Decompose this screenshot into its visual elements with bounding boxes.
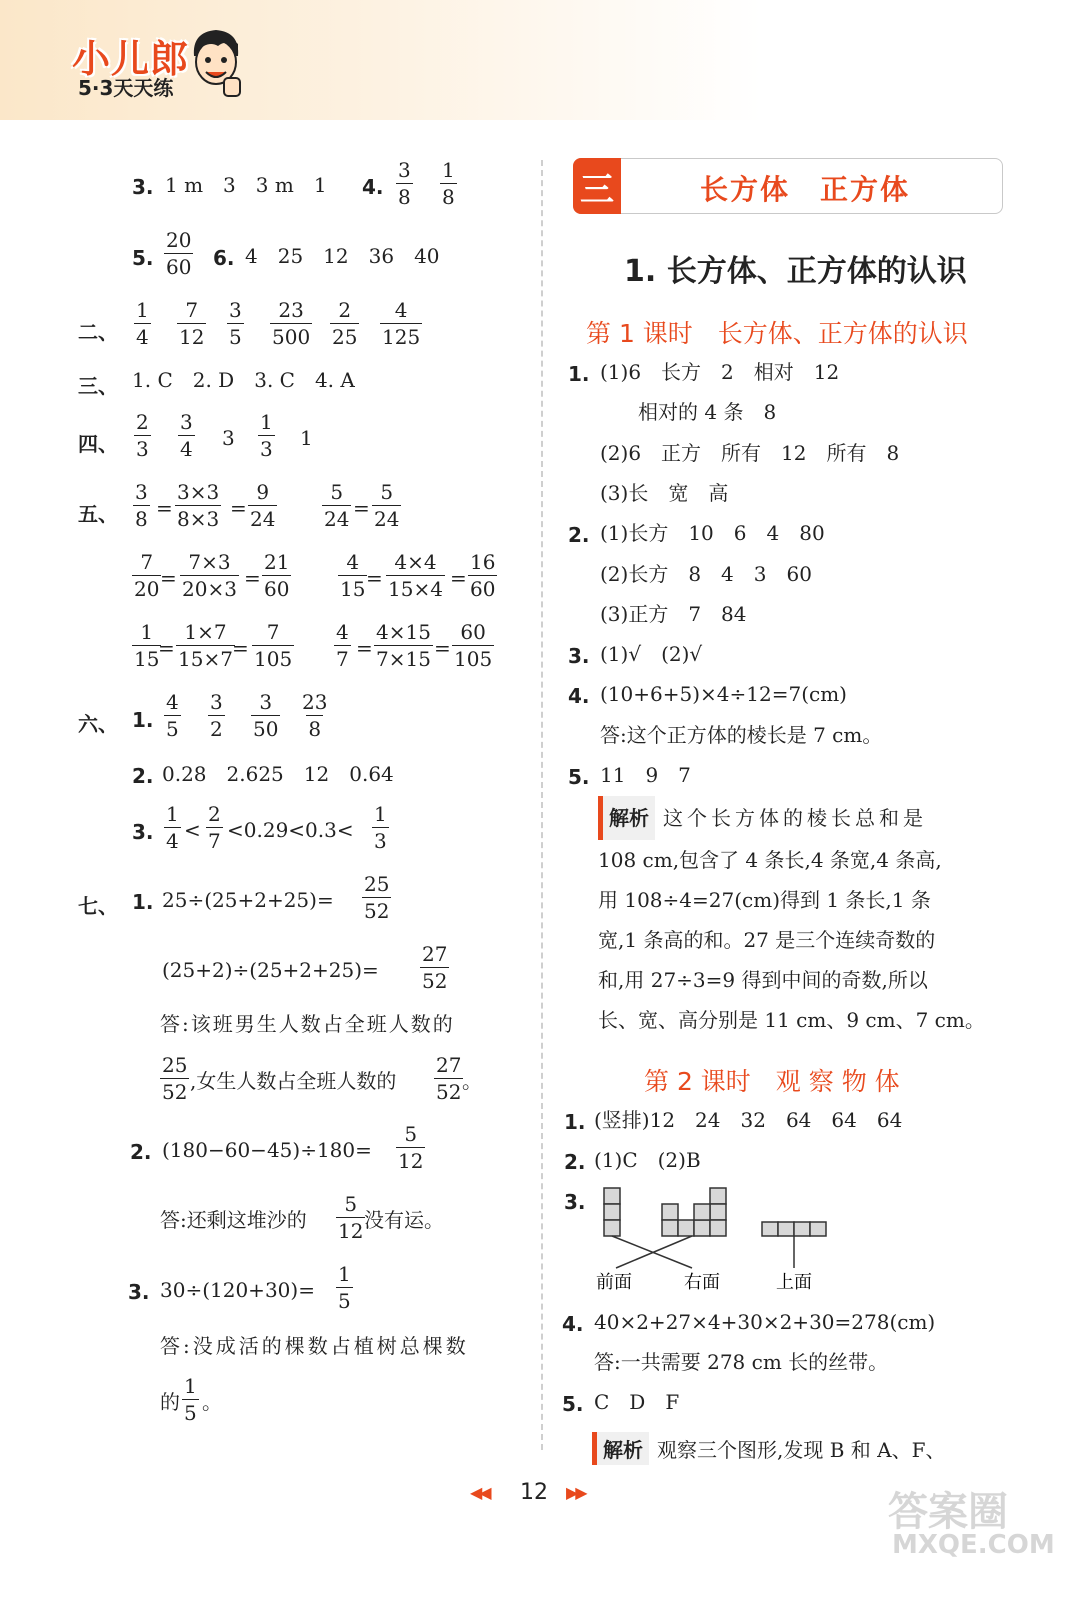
fraction: $\frac{5}{12}$ — [398, 1122, 424, 1173]
answer-line: 的 — [160, 1390, 180, 1414]
analysis-tag: 解析 — [592, 1432, 649, 1465]
section-label: 五、 — [78, 502, 118, 526]
fraction: $\frac{23}{8}$ — [302, 690, 328, 741]
answer-text: (3)长 宽 高 — [600, 480, 729, 505]
fraction: $\frac{1}{5}$ — [338, 1262, 351, 1313]
series-name: 5·3天天练 — [78, 76, 174, 100]
lesson-heading: 第 2 课时 观 察 物 体 — [644, 1067, 900, 1096]
analysis-block — [598, 796, 1002, 1040]
answer-text: (竖排)12 24 32 64 64 64 — [594, 1108, 903, 1132]
fraction: $\frac{7}{12}$ — [179, 298, 205, 349]
fraction: $\frac{4}{7}$ — [336, 620, 349, 671]
answer-text: (1)√ (2)√ — [600, 642, 703, 667]
analysis-text: 108 cm,包含了 4 条长,4 条宽,4 条高, — [598, 848, 942, 872]
mascot-icon — [188, 26, 244, 98]
section-number: 三 — [573, 158, 621, 214]
fraction: $\frac{2}{3}$ — [136, 410, 149, 461]
fraction: $\frac{1}{3}$ — [374, 802, 387, 853]
fraction: $\frac{1}{8}$ — [442, 158, 455, 209]
fraction: $\frac{5}{24}$ — [324, 480, 350, 531]
equation: (180−60−45)÷180= — [162, 1138, 372, 1162]
answer-line: 。 — [462, 1069, 482, 1093]
section-label: 四、 — [78, 432, 118, 456]
fraction: $\frac{3}{50}$ — [253, 690, 279, 741]
q-num: 3. — [128, 1280, 150, 1304]
fraction: $\frac{1}{5}$ — [184, 1374, 197, 1425]
answer-text: 1 — [300, 426, 313, 450]
q-num: 6. — [213, 246, 235, 270]
answer-text: 0.28 2.625 12 0.64 — [162, 762, 394, 786]
fraction: $\frac{7\times 3}{20\times 3}$ — [182, 550, 237, 601]
section-label: 二、 — [78, 320, 118, 344]
q-num: 4. — [562, 1312, 584, 1336]
fraction: $\frac{21}{60}$ — [264, 550, 290, 601]
answer-text: (10+6+5)×4÷12=7(cm) — [600, 682, 847, 707]
q-num: 2. — [564, 1150, 586, 1174]
watermark-url: MXQE.COM — [892, 1530, 1055, 1560]
q-num: 4. — [362, 175, 384, 199]
fraction: $\frac{2}{7}$ — [208, 802, 221, 853]
fraction: $\frac{16}{60}$ — [470, 550, 496, 601]
analysis-tag: 解析 — [598, 796, 655, 840]
column-divider — [541, 160, 543, 1450]
answer-text: (2)长方 8 4 3 60 — [600, 561, 812, 586]
q-num: 5. — [562, 1392, 584, 1416]
answer-text: 答:这个正方体的棱长是 7 cm。 — [600, 722, 883, 747]
fraction: $\frac{1}{3}$ — [260, 410, 273, 461]
answer-line: 。 — [202, 1390, 222, 1414]
brand-logo: 小儿郎 — [72, 37, 190, 81]
q-num: 1. — [564, 1110, 586, 1134]
answer-text: <0.29<0.3< — [227, 818, 354, 842]
fraction: $\frac{3}{4}$ — [180, 410, 193, 461]
answer-text: 3 — [222, 426, 235, 450]
q-num: 1. — [132, 890, 154, 914]
fraction: $\frac{4\times 4}{15\times 4}$ — [388, 550, 443, 601]
fraction: $\frac{25}{52}$ — [364, 872, 390, 923]
fraction: $\frac{20}{60}$ — [166, 228, 192, 279]
answer-line: 没有运。 — [364, 1208, 444, 1232]
analysis-text: 宽,1 条高的和。27 是三个连续奇数的 — [598, 928, 936, 952]
fraction: $\frac{1}{4}$ — [166, 802, 179, 853]
section-title: 长方体 正方体 — [700, 173, 911, 206]
fraction: $\frac{25}{52}$ — [162, 1053, 188, 1104]
fraction: $\frac{2}{25}$ — [332, 298, 358, 349]
fraction: $\frac{3}{2}$ — [210, 690, 223, 741]
fraction: $\frac{1}{15}$ — [134, 620, 160, 671]
q-num: 1. — [132, 708, 154, 732]
q-num: 3. — [132, 175, 154, 199]
fraction: $\frac{5}{24}$ — [374, 480, 400, 531]
answer-text: < — [184, 818, 201, 842]
fraction: $\frac{3}{8}$ — [135, 480, 148, 531]
analysis-text: 用 108÷4=27(cm)得到 1 条长,1 条 — [598, 888, 931, 912]
answer-text: (1)6 长方 2 相对 12 — [600, 360, 840, 384]
fraction: $\frac{23}{500}$ — [272, 298, 311, 349]
next-arrow-icon: ▶▶ — [566, 1483, 585, 1502]
answer-text: C D F — [594, 1390, 680, 1414]
q-num: 3. — [132, 820, 154, 844]
fraction: $\frac{60}{105}$ — [454, 620, 493, 671]
q-num: 2. — [132, 764, 154, 788]
answer-text: (1)长方 10 6 4 80 — [600, 521, 825, 546]
q-num: 2. — [130, 1140, 152, 1164]
section-label: 六、 — [78, 712, 118, 736]
watermark: 答案圈 — [888, 1489, 1008, 1535]
fraction: $\frac{27}{52}$ — [436, 1053, 462, 1104]
q-num: 5. — [568, 765, 590, 789]
analysis-block — [592, 1432, 945, 1465]
fraction: $\frac{27}{52}$ — [422, 942, 448, 993]
fraction: $\frac{3}{8}$ — [398, 158, 411, 209]
q-num: 5. — [132, 246, 154, 270]
fraction: $\frac{4}{5}$ — [166, 690, 179, 741]
prev-arrow-icon: ◀◀ — [470, 1483, 489, 1502]
q-num: 3. — [568, 644, 590, 669]
answer-text: 4 25 12 36 40 — [245, 244, 440, 268]
answer-line: 答:还剩这堆沙的 — [160, 1208, 307, 1232]
section-label: 七、 — [78, 894, 118, 918]
fraction: $\frac{1}{4}$ — [136, 298, 149, 349]
fraction: $\frac{3}{5}$ — [229, 298, 242, 349]
fraction: $\frac{3\times 3}{8\times 3}$ — [177, 480, 220, 531]
front-label: 前面 — [596, 1272, 632, 1293]
fraction: $\frac{7}{20}$ — [134, 550, 160, 601]
answer-line: ,女生人数占全班人数的 — [190, 1069, 397, 1093]
fraction: $\frac{9}{24}$ — [250, 480, 276, 531]
answer-text: (3)正方 7 84 — [600, 601, 747, 626]
equation: 30÷(120+30)= — [160, 1278, 315, 1302]
fraction: $\frac{4\times 15}{7\times 15}$ — [376, 620, 431, 671]
equation: (25+2)÷(25+2+25)= — [162, 958, 379, 982]
view-figure — [596, 1186, 836, 1294]
answer-text: 40×2+27×4+30×2+30=278(cm) — [594, 1310, 936, 1334]
answer-text: 1 m 3 3 m 1 — [165, 173, 327, 197]
q-num: 1. — [568, 362, 590, 386]
analysis-text: 长、宽、高分别是 11 cm、9 cm、7 cm。 — [598, 1008, 985, 1032]
answer-text: 11 9 7 — [600, 763, 691, 787]
lesson-heading: 第 1 课时 长方体、正方体的认识 — [586, 319, 968, 348]
chapter-heading: 1. 长方体、正方体的认识 — [624, 254, 967, 289]
answer-text: (1)C (2)B — [594, 1148, 701, 1172]
analysis-text: 和,用 27÷3=9 得到中间的奇数,所以 — [598, 968, 928, 992]
equation: 25÷(25+2+25)= — [162, 888, 334, 912]
fraction: $\frac{4}{125}$ — [382, 298, 421, 349]
section-label: 三、 — [78, 374, 118, 398]
answer-text: (2)6 正方 所有 12 所有 8 — [600, 440, 900, 465]
fraction: $\frac{7}{105}$ — [254, 620, 293, 671]
page-number: 12 — [520, 1480, 548, 1505]
answer-text: 相对的 4 条 8 — [638, 400, 777, 425]
right-label: 右面 — [684, 1272, 720, 1293]
answer-line: 答:该班男生人数占全班人数的 — [160, 1012, 455, 1036]
fraction: $\frac{1\times 7}{15\times 7}$ — [178, 620, 233, 671]
fraction: $\frac{5}{12}$ — [338, 1192, 364, 1243]
q-num: 4. — [568, 684, 590, 709]
analysis-text: 这个长方体的棱长总和是 — [663, 806, 927, 830]
q-num: 2. — [568, 523, 590, 548]
fraction: $\frac{4}{15}$ — [340, 550, 366, 601]
top-label: 上面 — [776, 1272, 812, 1293]
answer-line: 答:没成活的棵数占植树总棵数 — [160, 1334, 469, 1358]
answer-text: 1. C 2. D 3. C 4. A — [132, 368, 355, 392]
q-num: 3. — [564, 1190, 586, 1214]
answer-text: 答:一共需要 278 cm 长的丝带。 — [594, 1350, 889, 1374]
analysis-text: 观察三个图形,发现 B 和 A、F、 — [657, 1438, 946, 1462]
